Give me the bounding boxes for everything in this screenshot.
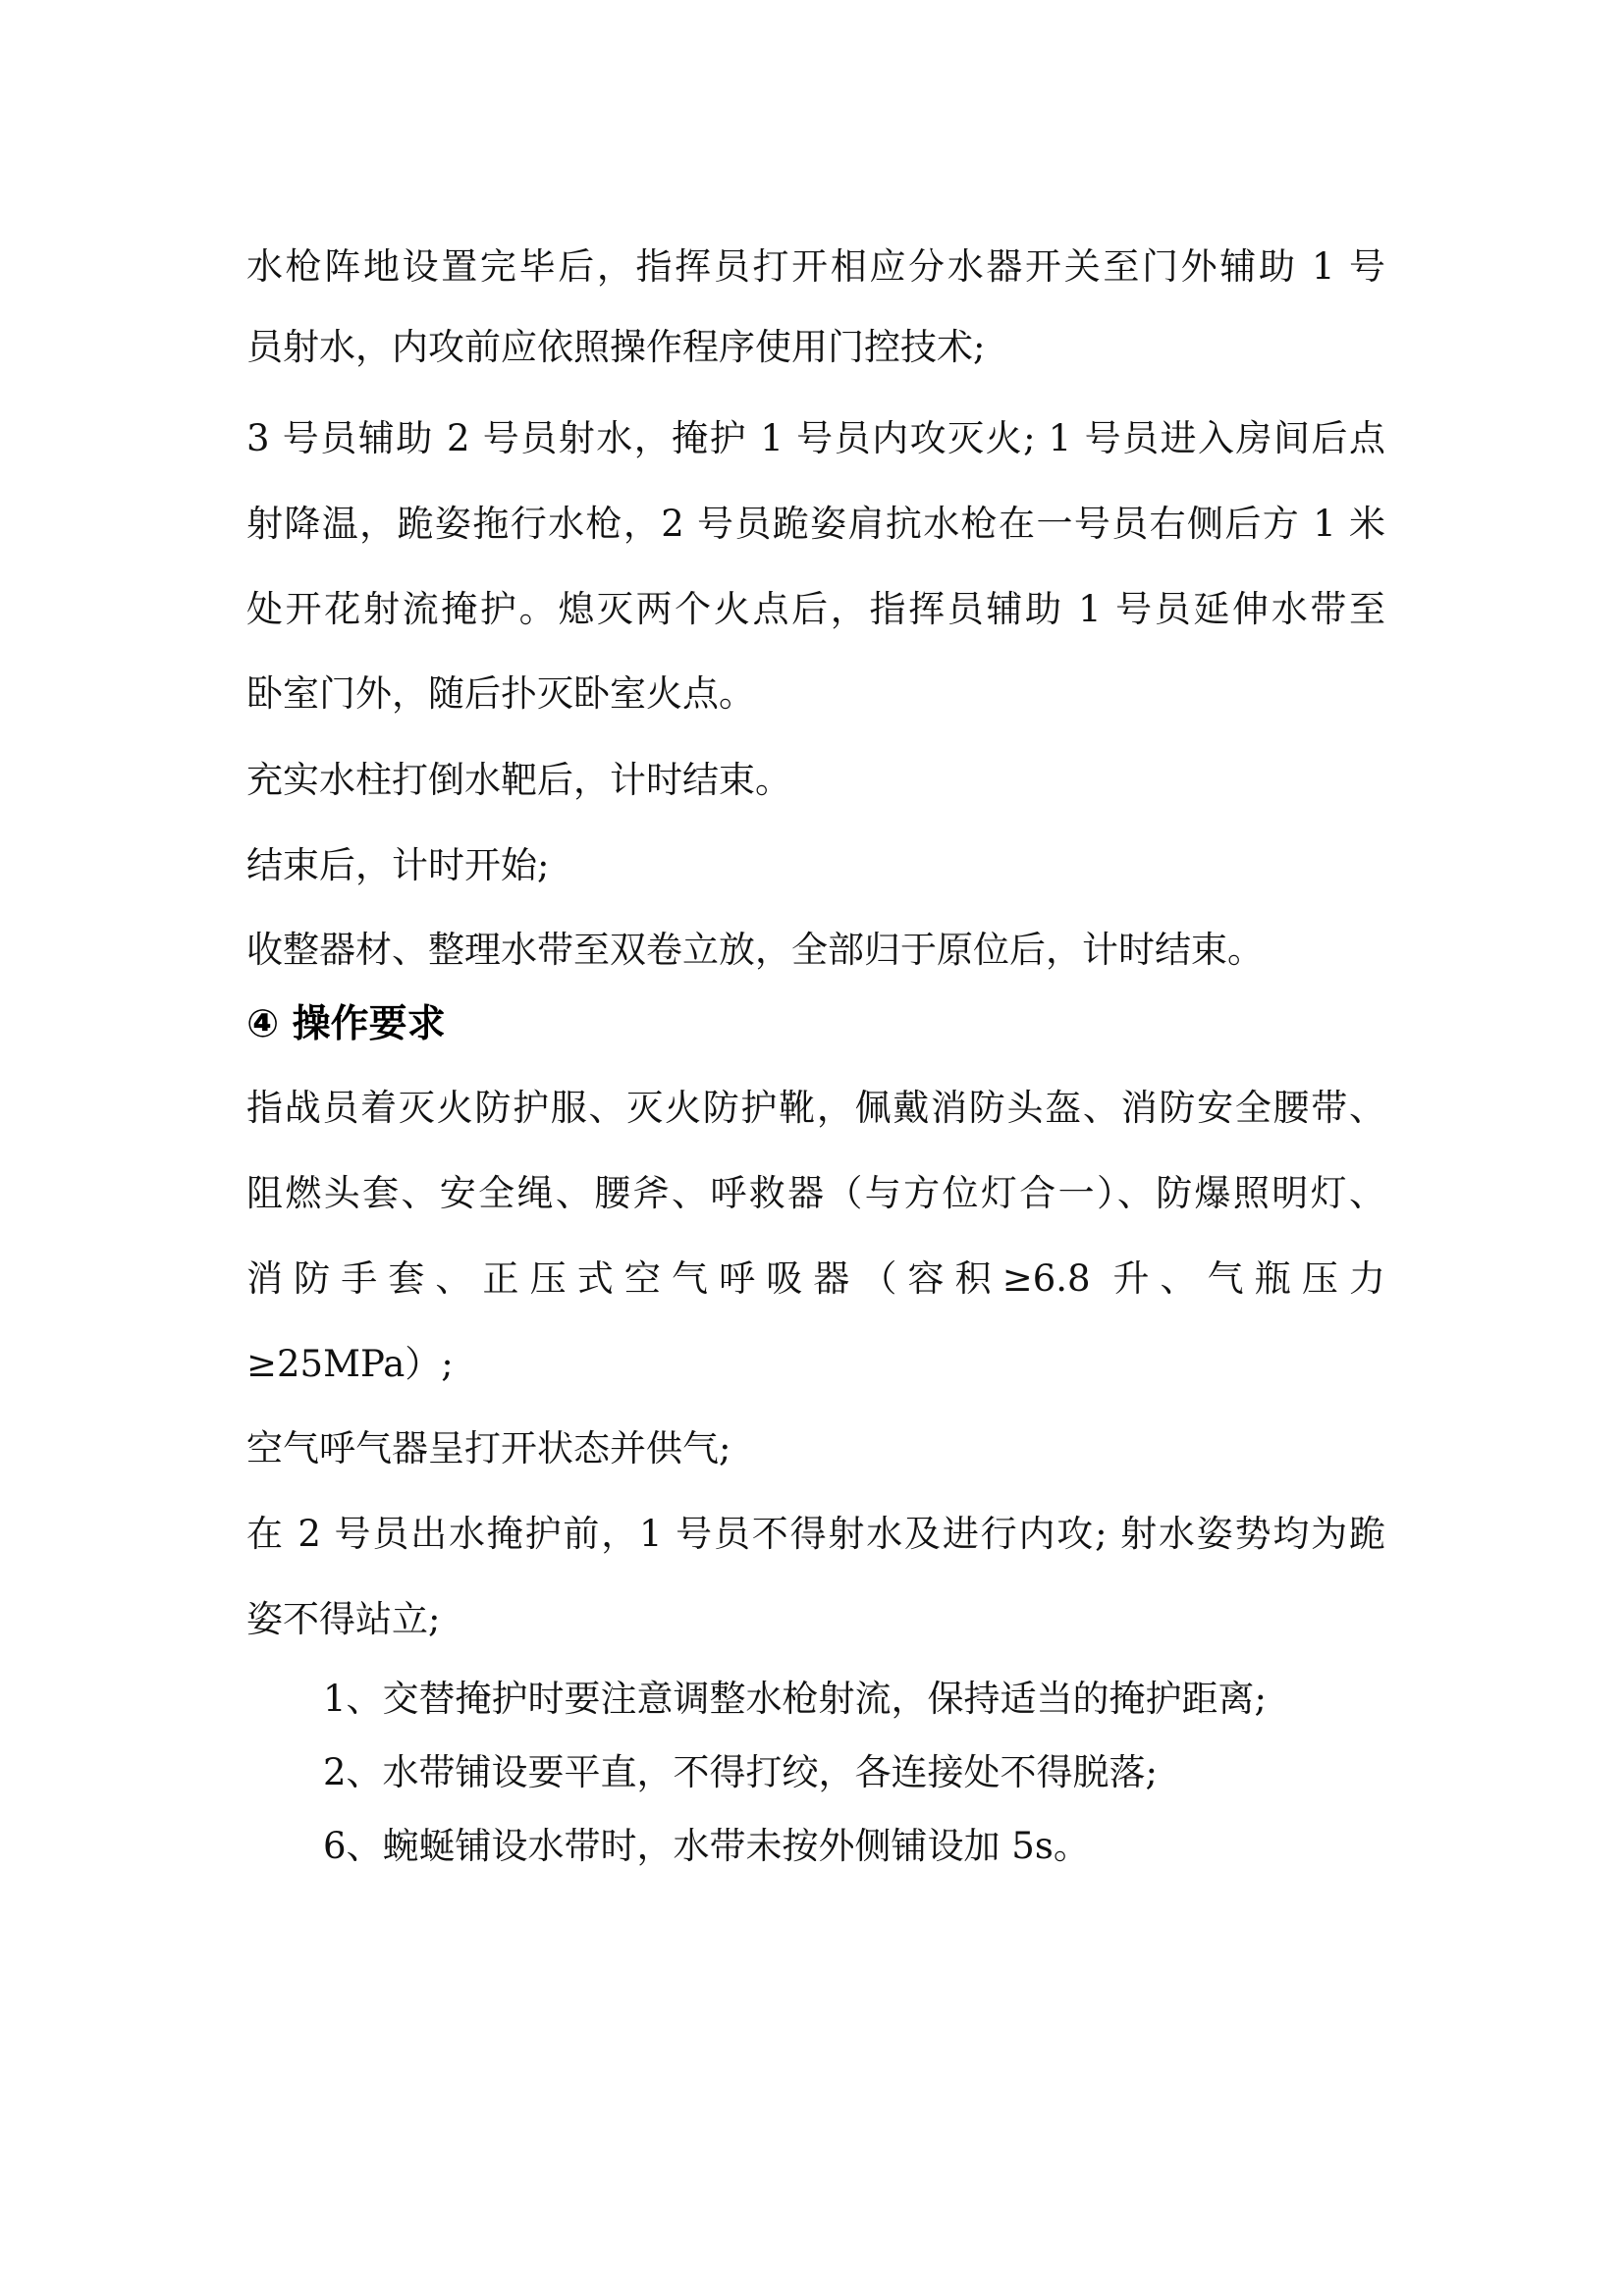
paragraph-line: 3 号员辅助 2 号员射水，掩护 1 号员内攻灭火; 1 号员进入房间后点 <box>246 417 1385 459</box>
paragraph-line: 消防手套、正压式空气呼吸器（容积≥6.8 升、气瓶压力 <box>246 1257 1385 1300</box>
section-heading: ④ 操作要求 <box>246 1002 446 1046</box>
paragraph-line: ≥25MPa）; <box>246 1343 454 1385</box>
paragraph-line: 收整器材、整理水带至双卷立放，全部归于原位后，计时结束。 <box>246 929 1264 971</box>
paragraph-line: 指战员着灭火防护服、灭火防护靴，佩戴消防头盔、消防安全腰带、 <box>246 1087 1385 1129</box>
paragraph-line: 射降温，跪姿拖行水枪，2 号员跪姿肩抗水枪在一号员右侧后方 1 米 <box>246 503 1385 545</box>
paragraph-line: 阻燃头套、安全绳、腰斧、呼救器（与方位灯合一）、防爆照明灯、 <box>246 1172 1385 1214</box>
paragraph-line: 在 2 号员出水掩护前，1 号员不得射水及进行内攻; 射水姿势均为跪 <box>246 1513 1385 1555</box>
paragraph-line: 员射水，内攻前应依照操作程序使用门控技术; <box>246 326 986 368</box>
list-item: 2、水带铺设要平直，不得打绞，各连接处不得脱落; <box>323 1751 1159 1793</box>
paragraph-line: 水枪阵地设置完毕后，指挥员打开相应分水器开关至门外辅助 1 号 <box>246 245 1385 288</box>
paragraph-line: 空气呼气器呈打开状态并供气; <box>246 1427 731 1469</box>
list-item: 6、蜿蜒铺设水带时，水带未按外侧铺设加 5s。 <box>323 1825 1090 1867</box>
paragraph-line: 姿不得站立; <box>246 1598 441 1640</box>
paragraph-line: 卧室门外，随后扑灭卧室火点。 <box>246 672 755 715</box>
paragraph-line: 处开花射流掩护。熄灭两个火点后，指挥员辅助 1 号员延伸水带至 <box>246 588 1385 630</box>
paragraph-line: 充实水柱打倒水靶后，计时结束。 <box>246 759 791 801</box>
paragraph-line: 结束后，计时开始; <box>246 844 550 886</box>
list-item: 1、交替掩护时要注意调整水枪射流，保持适当的掩护距离; <box>323 1678 1268 1720</box>
